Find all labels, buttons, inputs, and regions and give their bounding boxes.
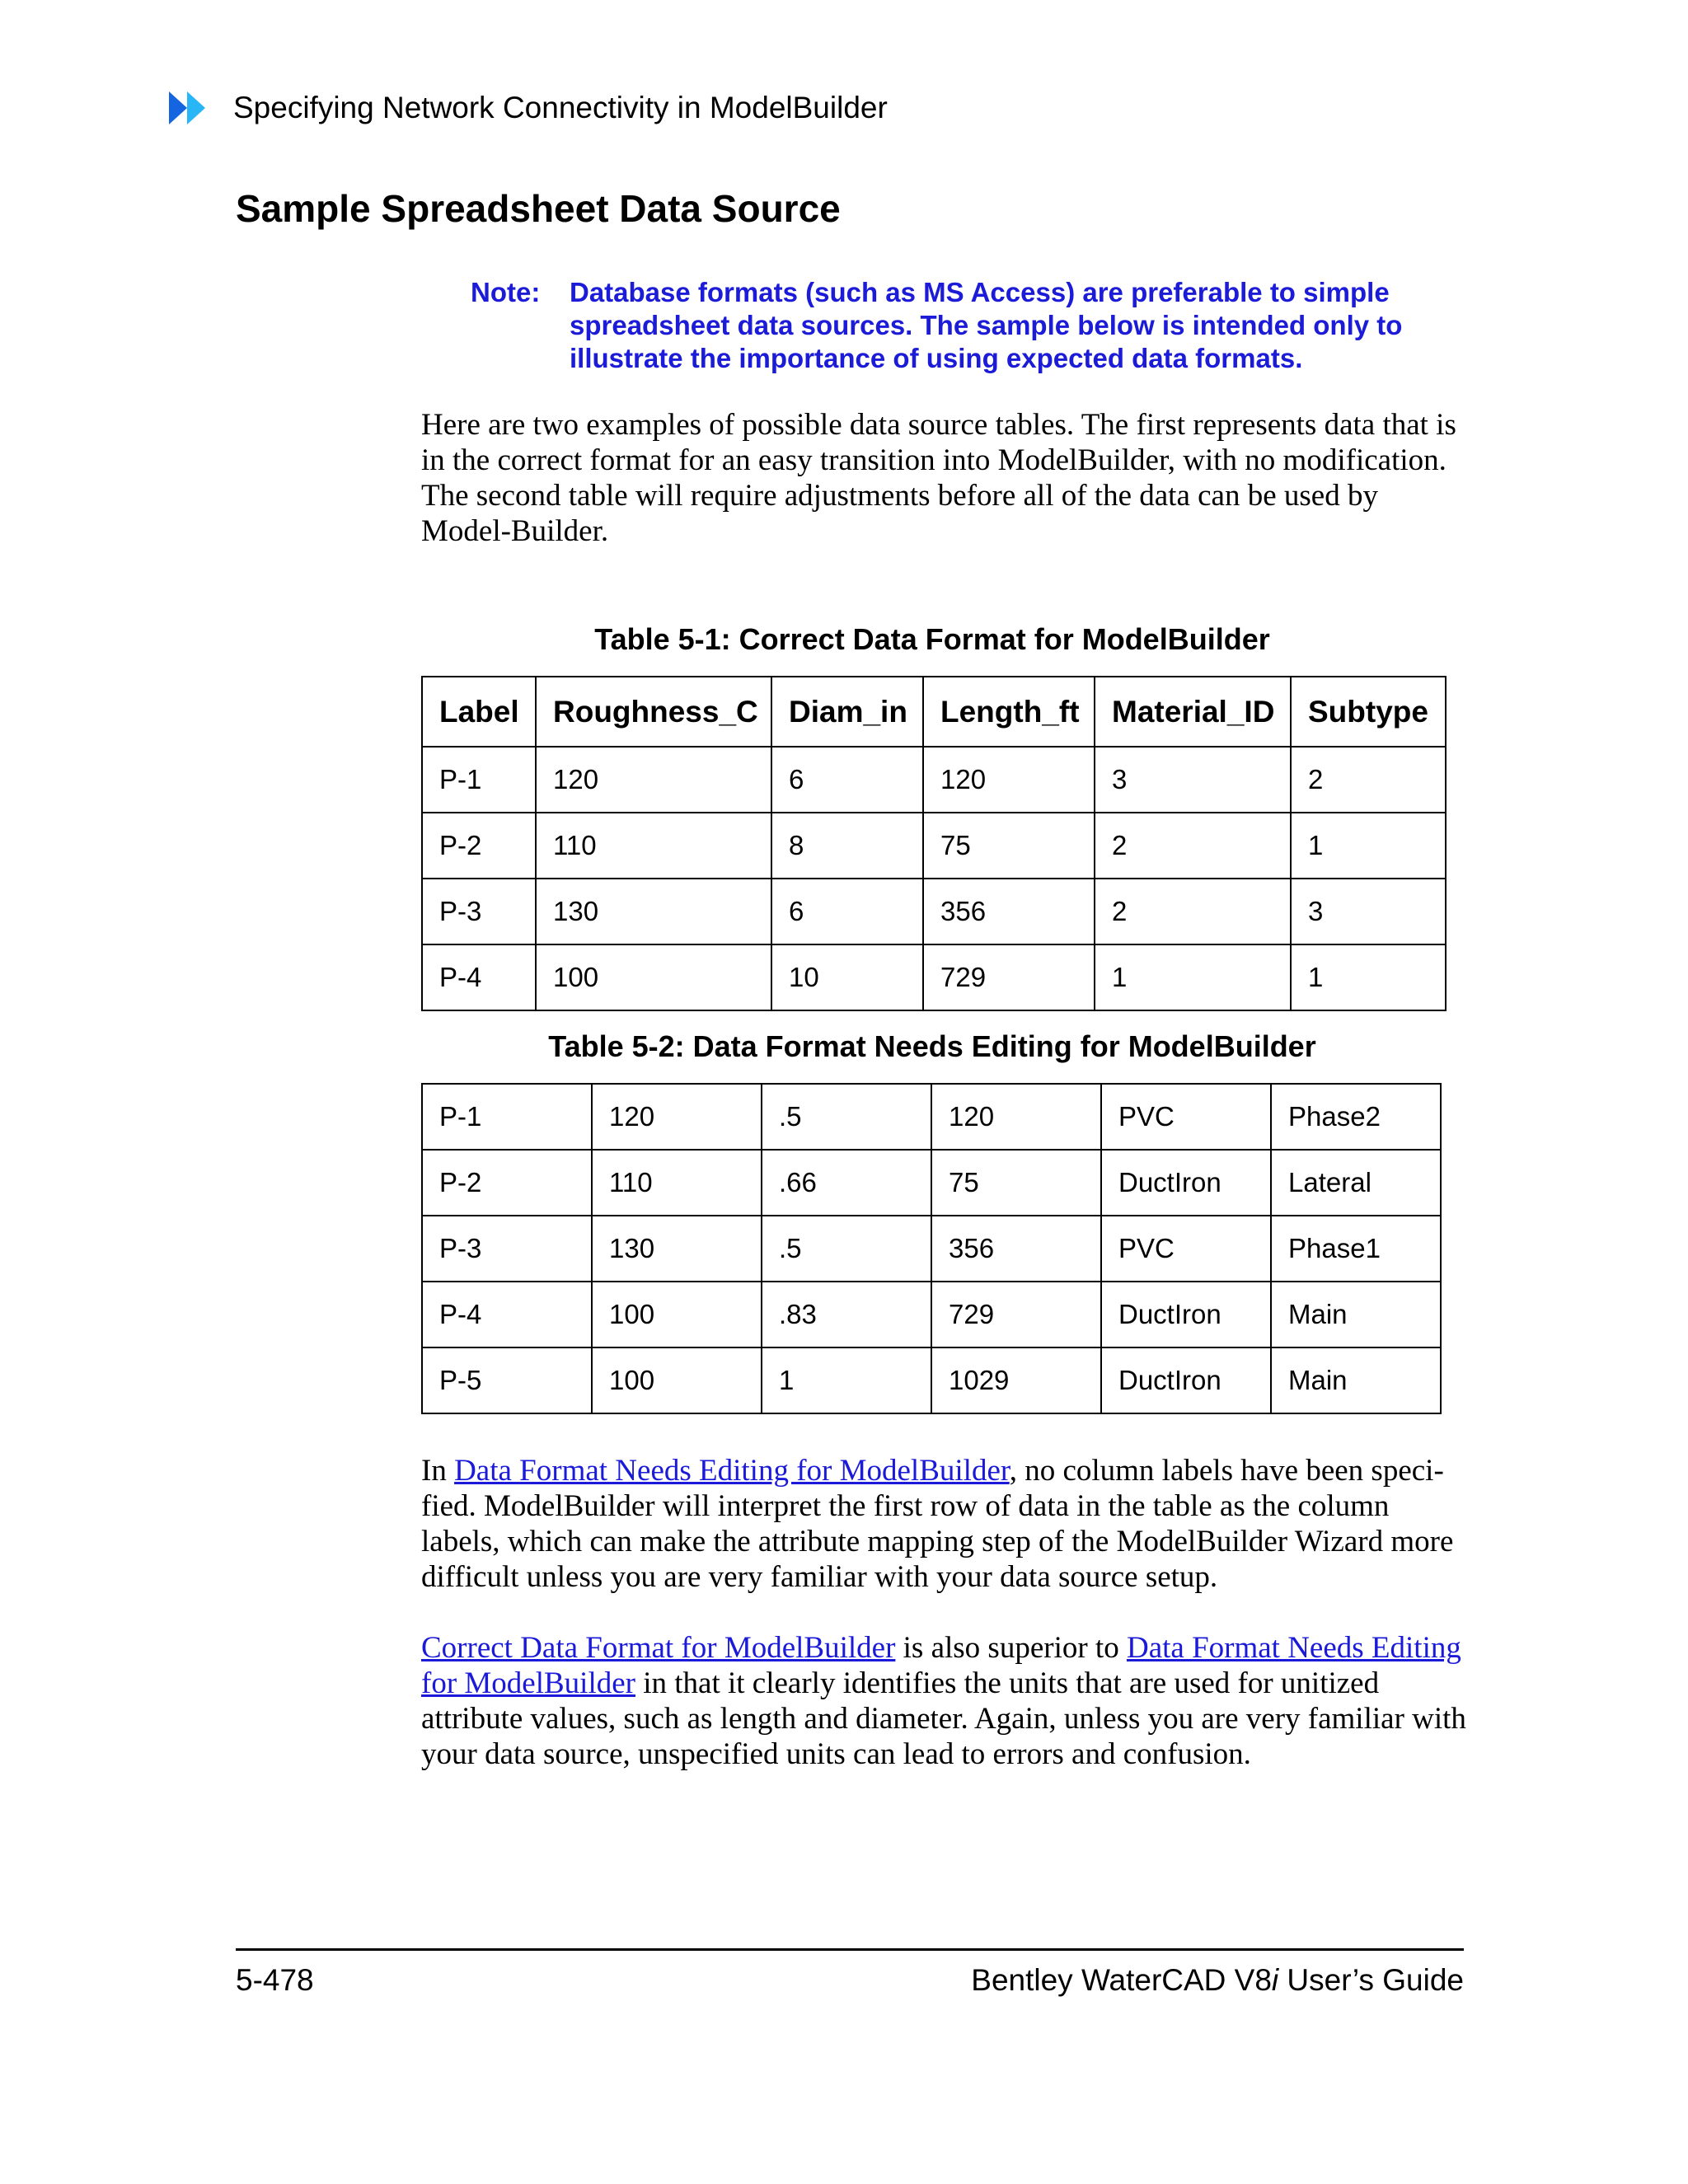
table-cell: 2 bbox=[1095, 879, 1291, 944]
table-cell: P-1 bbox=[422, 747, 536, 813]
running-header-title: Specifying Network Connectivity in ModelBuilder bbox=[233, 91, 888, 124]
note-label: Note: bbox=[471, 277, 541, 307]
table-row bbox=[422, 1347, 1441, 1413]
table-cell: 100 bbox=[592, 1282, 762, 1347]
table-cell: DuctIron bbox=[1101, 1347, 1271, 1413]
note-text: Database formats (such as MS Access) are preferable to simple spreadsheet data sources. The sample below is intended only to illustrate the importance of using expected data formats. bbox=[570, 277, 1403, 373]
intro-paragraph: Here are two examples of possible data source tables. The first represents data that is in the correct format for an easy transition into ModelBuilder, with no modification. The second table will require adjustments before all of the data can be used by Model-Builder. bbox=[421, 408, 1456, 548]
column-header: Diam_in bbox=[771, 677, 923, 747]
table-cell: 3 bbox=[1095, 747, 1291, 813]
table-cell: 120 bbox=[592, 1084, 762, 1150]
table-cell: 1 bbox=[1291, 813, 1446, 879]
table-cell: DuctIron bbox=[1101, 1282, 1271, 1347]
table-cell: DuctIron bbox=[1101, 1150, 1271, 1216]
table-row bbox=[422, 1216, 1441, 1282]
table-correct-format bbox=[421, 676, 1447, 1011]
guide-title bbox=[971, 1963, 1464, 1998]
table-header-row bbox=[422, 677, 1446, 747]
table-cell: Main bbox=[1271, 1347, 1441, 1413]
text-fragment: , no column labels have been speci-fied. ModelBuilder will interpret the first row of data in the table as the column labels, which can make the attribute mapping step of the ModelBuilder Wizard more difficult unless you are very familiar with your data source setup. bbox=[421, 1454, 1454, 1594]
link-correct-data-format[interactable]: Correct Data Format for ModelBuilder bbox=[421, 1631, 896, 1665]
table-cell: P-5 bbox=[422, 1347, 592, 1413]
table-cell: .5 bbox=[762, 1216, 931, 1282]
table-row bbox=[422, 879, 1446, 944]
table-row bbox=[422, 813, 1446, 879]
table-cell: 100 bbox=[536, 944, 771, 1010]
column-header: Length_ft bbox=[923, 677, 1095, 747]
running-header bbox=[169, 87, 888, 129]
table-cell: PVC bbox=[1101, 1216, 1271, 1282]
link-data-format-needs-editing[interactable]: Data Format Needs Editing for ModelBuilder bbox=[454, 1454, 1010, 1488]
table-cell: .83 bbox=[762, 1282, 931, 1347]
note-block bbox=[471, 276, 1476, 375]
table-cell: 356 bbox=[923, 879, 1095, 944]
double-chevron-icon bbox=[169, 90, 222, 126]
table-cell: 120 bbox=[923, 747, 1095, 813]
column-header: Subtype bbox=[1291, 677, 1446, 747]
table-row bbox=[422, 1084, 1441, 1150]
table-cell: 130 bbox=[592, 1216, 762, 1282]
table-cell: Phase1 bbox=[1271, 1216, 1441, 1282]
paragraph-column-labels bbox=[421, 1453, 1468, 1595]
table-cell: P-3 bbox=[422, 1216, 592, 1282]
table-cell: 1 bbox=[762, 1347, 931, 1413]
guide-title-prefix: Bentley WaterCAD V8 bbox=[971, 1963, 1272, 1997]
table-row bbox=[422, 944, 1446, 1010]
table-cell: P-4 bbox=[422, 944, 536, 1010]
table-cell: .66 bbox=[762, 1150, 931, 1216]
table-cell: 110 bbox=[536, 813, 771, 879]
text-fragment: In bbox=[421, 1454, 455, 1488]
table-cell: 120 bbox=[536, 747, 771, 813]
table-cell: 1 bbox=[1095, 944, 1291, 1010]
table-cell: Main bbox=[1271, 1282, 1441, 1347]
table-cell: 110 bbox=[592, 1150, 762, 1216]
column-header: Material_ID bbox=[1095, 677, 1291, 747]
table-cell: 2 bbox=[1291, 747, 1446, 813]
section-title: Sample Spreadsheet Data Source bbox=[236, 187, 841, 230]
table-cell: .5 bbox=[762, 1084, 931, 1150]
table-cell: 3 bbox=[1291, 879, 1446, 944]
table-cell: P-2 bbox=[422, 813, 536, 879]
table-cell: 120 bbox=[931, 1084, 1101, 1150]
table-cell: 6 bbox=[771, 747, 923, 813]
table-cell: Phase2 bbox=[1271, 1084, 1441, 1150]
footer-rule bbox=[236, 1948, 1464, 1951]
table-cell: 8 bbox=[771, 813, 923, 879]
table-cell: P-2 bbox=[422, 1150, 592, 1216]
paragraph-units bbox=[421, 1630, 1468, 1772]
column-header: Roughness_C bbox=[536, 677, 771, 747]
column-header: Label bbox=[422, 677, 536, 747]
table-needs-editing bbox=[421, 1083, 1442, 1414]
table-cell: 1029 bbox=[931, 1347, 1101, 1413]
text-fragment: is also superior to bbox=[895, 1631, 1127, 1665]
table-2-caption: Table 5-2: Data Format Needs Editing for ModelBuilder bbox=[548, 1029, 1316, 1063]
table-cell: 6 bbox=[771, 879, 923, 944]
table-cell: 356 bbox=[931, 1216, 1101, 1282]
guide-title-suffix: User’s Guide bbox=[1278, 1963, 1464, 1997]
table-cell: Lateral bbox=[1271, 1150, 1441, 1216]
table-cell: 729 bbox=[923, 944, 1095, 1010]
link-data-format-needs-editing[interactable]: Data Format Needs Editing for ModelBuilder bbox=[421, 1631, 1461, 1700]
table-cell: 10 bbox=[771, 944, 923, 1010]
table-cell: 130 bbox=[536, 879, 771, 944]
table-cell: 729 bbox=[931, 1282, 1101, 1347]
table-cell: 75 bbox=[931, 1150, 1101, 1216]
page-number: 5-478 bbox=[236, 1963, 314, 1997]
table-row bbox=[422, 1150, 1441, 1216]
table-cell: 100 bbox=[592, 1347, 762, 1413]
table-cell: 75 bbox=[923, 813, 1095, 879]
table-row bbox=[422, 1282, 1441, 1347]
table-cell: P-3 bbox=[422, 879, 536, 944]
guide-title-italic: i bbox=[1271, 1963, 1279, 1997]
table-cell: P-4 bbox=[422, 1282, 592, 1347]
text-fragment: in that it clearly identifies the units that are used for unitized attribute values, such as length and diameter. Again, unless you are very familiar with your data source, unspecified units can lead to errors and confusion. bbox=[421, 1666, 1466, 1771]
table-row bbox=[422, 747, 1446, 813]
table-cell: 1 bbox=[1291, 944, 1446, 1010]
table-cell: 2 bbox=[1095, 813, 1291, 879]
table-1-caption: Table 5-1: Correct Data Format for ModelBuilder bbox=[594, 622, 1270, 656]
table-cell: PVC bbox=[1101, 1084, 1271, 1150]
table-cell: P-1 bbox=[422, 1084, 592, 1150]
